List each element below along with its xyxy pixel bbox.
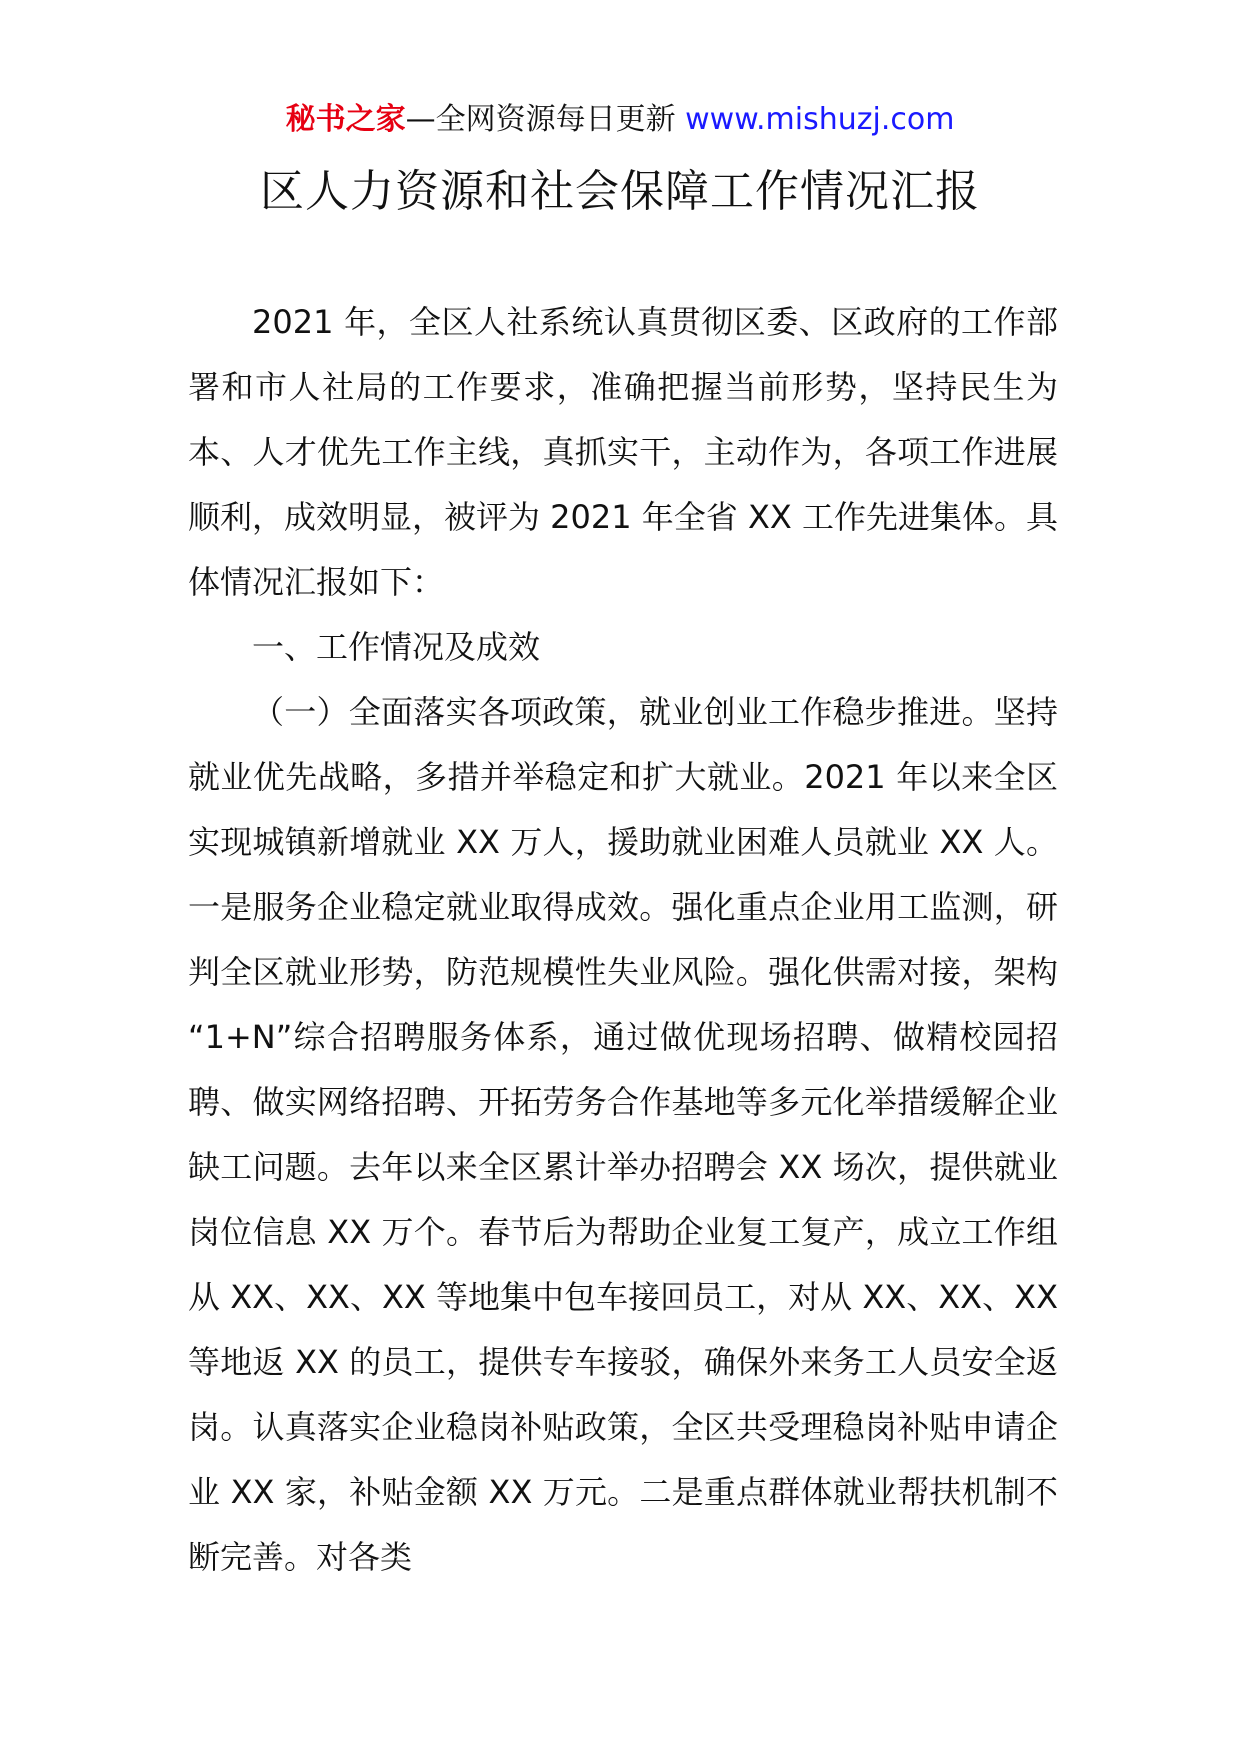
site-url: www.mishuzj.com <box>685 102 955 137</box>
site-header <box>0 100 1240 140</box>
brand-name: 秘书之家 <box>285 102 406 137</box>
document-title: 区人力资源和社会保障工作情况汇报 <box>260 166 980 217</box>
document-body <box>188 290 1058 1590</box>
header-tagline: —全网资源每日更新 <box>405 102 686 137</box>
body-paragraph: （一）全面落实各项政策，就业创业工作稳步推进。坚持就业优先战略，多措并举稳定和扩大就业。2021 年以来全区实现城镇新增就业 XX 万人，援助就业困难人员就业 XX 人。一是服务企业稳定就业取得成效。强化重点企业用工监测，研判全区就业形势，防范规模性失业风险。强化供需对接，架构 “1+N”综合招聘服务体系，通过做优现场招聘、做精校园招聘、做实网络招聘、开拓劳务合作基地等多元化举措缓解企业缺工问题。去年以来全区累计举办招聘会 XX 场次，提供就业岗位信息 XX 万个。春节后为帮助企业复工复产，成立工作组从 XX、XX、XX 等地集中包车接回员工，对从 XX、XX、XX 等地返 XX 的员工，提供专车接驳，确保外来务工人员安全返岗。认真落实企业稳岗补贴政策，全区共受理稳岗补贴申请企业 XX 家，补贴金额 XX 万元。二是重点群体就业帮扶机制不断完善。对各类 <box>188 693 1058 1576</box>
body-paragraph: 2021 年，全区人社系统认真贯彻区委、区政府的工作部署和市人社局的工作要求，准确把握当前形势，坚持民生为本、人才优先工作主线，真抓实干，主动作为，各项工作进展顺利，成效明显，被评为 2021 年全省 XX 工作先进集体。具体情况汇报如下： <box>188 303 1058 601</box>
section-heading: 一、工作情况及成效 <box>252 628 541 666</box>
